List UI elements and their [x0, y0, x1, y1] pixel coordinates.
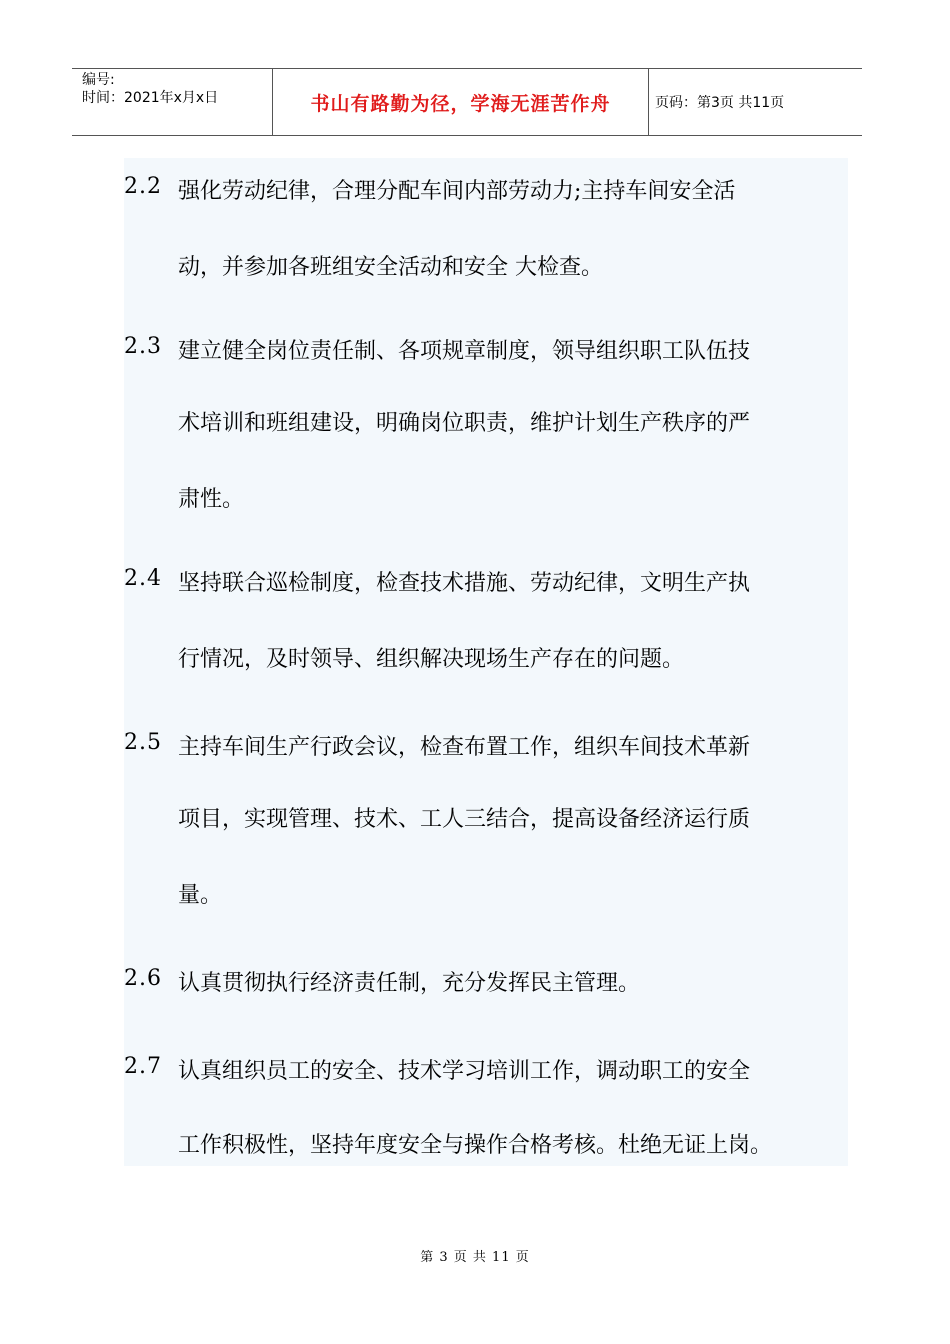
header-motto-cell — [273, 69, 649, 135]
header-motto: 书山有路勤为径，学海无涯苦作舟 — [310, 92, 611, 115]
clause-text-line: 工作积极性，坚持年度安全与操作合格考核。杜绝无证上岗。 — [178, 1133, 773, 1158]
header-page-cell — [649, 69, 862, 135]
clause-text-line: 动，并参加各班组安全活动和安全 大检查。 — [178, 255, 603, 280]
page-footer: 第 3 页 共 11 页 — [420, 1250, 530, 1265]
clause-text-line: 行情况，及时领导、组织解决现场生产存在的问题。 — [178, 647, 685, 672]
clause-text-line: 强化劳动纪律，合理分配车间内部劳动力;主持车间安全活 — [178, 179, 736, 204]
clause-number: 2.5 — [124, 730, 162, 755]
document-body — [124, 158, 848, 1166]
clause-text-line: 肃性。 — [178, 487, 245, 512]
clause-text-line: 坚持联合巡检制度，检查技术措施、劳动纪律，文明生产执 — [178, 571, 751, 596]
clause-number: 2.2 — [124, 174, 162, 199]
document-date: 时间：2021年x月x日 — [82, 90, 219, 106]
header-info — [72, 69, 273, 135]
document-number-label: 编号: — [82, 72, 115, 88]
clause-text-line: 量。 — [178, 883, 223, 908]
clause-number: 2.7 — [124, 1054, 162, 1079]
clause-number: 2.4 — [124, 566, 162, 591]
clause-text-line: 建立健全岗位责任制、各项规章制度，领导组织职工队伍技 — [178, 339, 751, 364]
clause-text-line: 认真贯彻执行经济责任制，充分发挥民主管理。 — [178, 971, 641, 996]
clause-number: 2.6 — [124, 966, 162, 991]
clause-text-line: 认真组织员工的安全、技术学习培训工作，调动职工的安全 — [178, 1059, 751, 1084]
clause-number: 2.3 — [124, 334, 162, 359]
clause-text-line: 项目，实现管理、技术、工人三结合，提高设备经济运行质 — [178, 807, 751, 832]
clause-text-line: 术培训和班组建设，明确岗位职责，维护计划生产秩序的严 — [178, 411, 751, 436]
page-header — [72, 68, 862, 136]
header-page-number: 页码：第3页 共11页 — [655, 95, 785, 111]
clause-text-line: 主持车间生产行政会议，检查布置工作，组织车间技术革新 — [178, 735, 751, 760]
